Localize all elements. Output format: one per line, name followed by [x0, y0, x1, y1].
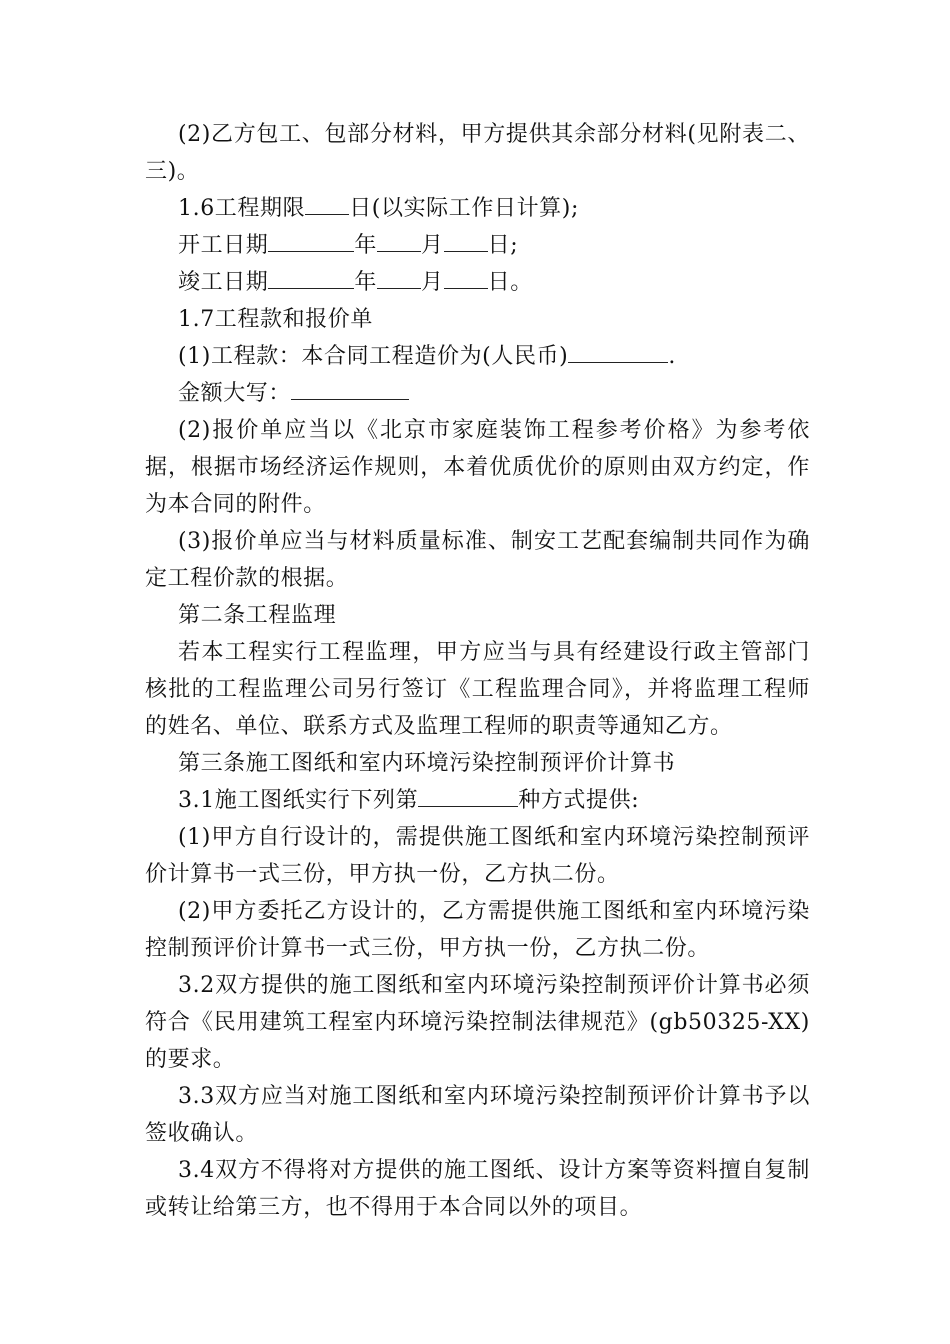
start-day-blank[interactable] — [444, 231, 488, 252]
end-year-blank[interactable] — [268, 268, 354, 289]
project-cost-end: . — [668, 344, 676, 369]
duration-unit: 日(以实际工作日计算); — [349, 196, 579, 221]
project-cost-blank[interactable] — [568, 342, 668, 363]
paragraph-supervision: 若本工程实行工程监理，甲方应当与具有经建设行政主管部门核批的工程监理公司另行签订《工程监理合同》，并将监理工程师的姓名、单位、联系方式及监理工程师的职责等通知乙方。 — [145, 640, 810, 739]
paragraph-project-cost — [145, 338, 810, 375]
heading-article-three: 第三条施工图纸和室内环境污染控制预评价计算书 — [178, 751, 676, 776]
start-year-unit: 年 — [354, 233, 378, 258]
end-month-blank[interactable] — [377, 268, 421, 289]
paragraph-commission-design: (2)甲方委托乙方设计的，乙方需提供施工图纸和室内环境污染控制预评价计算书一式三份，甲方执一份，乙方执二份。 — [145, 899, 810, 961]
paragraph-no-copy: 3.4双方不得将对方提供的施工图纸、设计方案等资料擅自复制或转让给第三方，也不得用于本合同以外的项目。 — [145, 1158, 810, 1220]
drawing-method-blank[interactable] — [418, 786, 518, 807]
start-month-blank[interactable] — [377, 231, 421, 252]
end-year-unit: 年 — [354, 270, 378, 295]
drawing-method-label: 3.1施工图纸实行下列第 — [178, 788, 419, 813]
start-month-unit: 月 — [421, 233, 444, 258]
paragraph-quote-basis: (2)报价单应当以《北京市家庭装饰工程参考价格》为参考依据，根据市场经济运作规则，本着优质优价的原则由双方约定，作为本合同的附件。 — [145, 418, 810, 517]
start-date-label: 开工日期 — [178, 233, 269, 258]
paragraph-drawing-method — [145, 782, 810, 819]
paragraph-end-date — [145, 264, 810, 301]
drawing-method-end: 种方式提供: — [518, 788, 640, 813]
paragraph-quote-material: (3)报价单应当与材料质量标准、制安工艺配套编制共同作为确定工程价款的根据。 — [145, 529, 810, 591]
paragraph-start-date — [145, 227, 810, 264]
end-day-blank[interactable] — [444, 268, 488, 289]
paragraph-sign-confirm: 3.3双方应当对施工图纸和室内环境污染控制预评价计算书予以签收确认。 — [145, 1084, 810, 1146]
start-year-blank[interactable] — [268, 231, 354, 252]
end-day-unit: 日。 — [487, 270, 533, 295]
amount-words-blank[interactable] — [291, 379, 409, 400]
duration-label: 1.6工程期限 — [178, 196, 306, 221]
heading-article-two: 第二条工程监理 — [178, 603, 337, 628]
start-day-unit: 日; — [487, 233, 519, 258]
paragraph-standard-compliance: 3.2双方提供的施工图纸和室内环境污染控制预评价计算书必须符合《民用建筑工程室内环境污染控制法律规范》(gb50325-XX)的要求。 — [145, 973, 810, 1072]
paragraph-project-duration — [145, 190, 810, 227]
heading-project-payment: 1.7工程款和报价单 — [178, 307, 373, 332]
amount-words-label: 金额大写： — [178, 381, 292, 406]
document-body — [145, 116, 810, 1226]
paragraph-amount-in-words — [145, 375, 810, 412]
duration-days-blank[interactable] — [305, 194, 349, 215]
end-date-label: 竣工日期 — [178, 270, 269, 295]
project-cost-label: (1)工程款：本合同工程造价为(人民币) — [178, 344, 569, 369]
paragraph-contract-mode: (2)乙方包工、包部分材料，甲方提供其余部分材料(见附表二、三)。 — [145, 122, 810, 184]
end-month-unit: 月 — [421, 270, 444, 295]
paragraph-self-design: (1)甲方自行设计的，需提供施工图纸和室内环境污染控制预评价计算书一式三份，甲方执一份，乙方执二份。 — [145, 825, 810, 887]
